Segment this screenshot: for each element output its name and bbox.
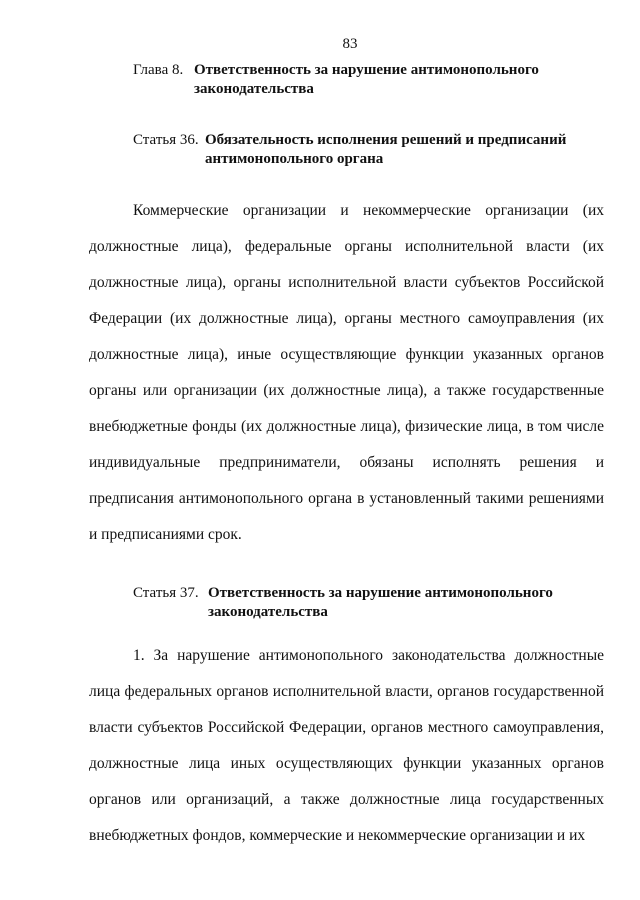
- article-37-title-line-1: Ответственность за нарушение антимонопольного: [208, 585, 553, 601]
- article-36-paragraph: Коммерческие организации и некоммерческие организации (их должностные лица), федеральные органы исполнительной власти (их должностные лица), органы исполнительной власти субъектов Российской Федерации (их должностные лица), органы местного самоуправления (их должностные лица), иные осуществляющие функции указанных органов органы или организации (их должностные лица), а также государственные внебюджетные фонды (их должностные лица), физические лица, в том числе индивидуальные предприниматели, обязаны исполнять решения и предписания антимонопольного органа в установленный такими решениями и предписаниями срок.: [89, 202, 604, 543]
- chapter-title-line-2: законодательства: [194, 81, 314, 97]
- chapter-title-line-1: Ответственность за нарушение антимонопольного: [194, 62, 539, 78]
- article-36-title: [205, 131, 625, 169]
- article-37-title-line-2: законодательства: [208, 604, 328, 620]
- chapter-title: [194, 61, 614, 99]
- chapter-label: Глава 8.: [133, 62, 184, 78]
- article-36-label: Статья 36.: [133, 132, 199, 148]
- article-36-title-line-1: Обязательность исполнения решений и предписаний: [205, 132, 567, 148]
- article-36-title-line-2: антимонопольного органа: [205, 151, 384, 167]
- article-37-title: [208, 584, 628, 622]
- article-37-paragraph: 1. За нарушение антимонопольного законодательства должностные лица федеральных органов исполнительной власти, органов государственной власти субъектов Российской Федерации, органов местного самоуправления, должностные лица иных осуществляющих функции указанных органов органов или организаций, а также должностные лица государственных внебюджетных фондов, коммерческие и некоммерческие организации и их: [89, 647, 604, 844]
- page-number: 83: [342, 36, 358, 52]
- article-37-label: Статья 37.: [133, 585, 199, 601]
